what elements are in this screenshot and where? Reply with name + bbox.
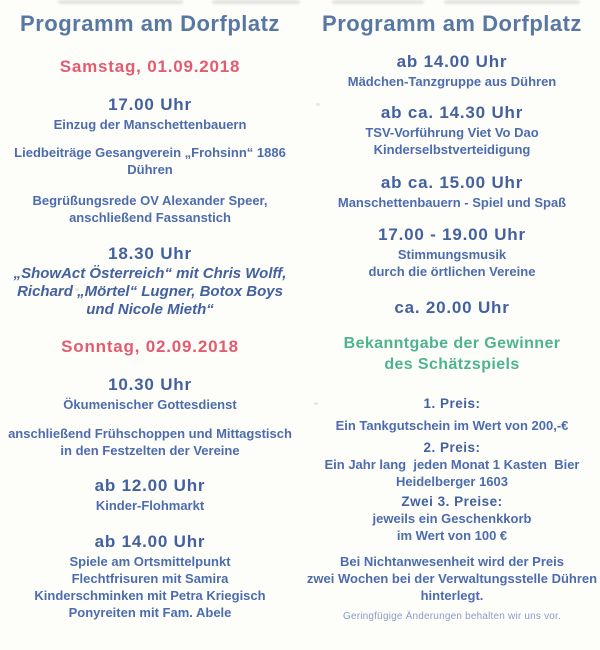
note-line: zwei Wochen bei der Verwaltungsstelle Dühren <box>306 571 598 586</box>
event-block <box>302 224 600 280</box>
announcement-line: Bekanntgabe der Gewinner <box>343 335 561 352</box>
event-time: ab ca. 14.30 Uhr <box>380 103 524 122</box>
prize2-desc <box>302 456 600 490</box>
prize1-desc: Ein Tankgutschein im Wert von 200,-€ <box>335 418 569 433</box>
date-heading-sunday: Sonntag, 02.09.2018 <box>61 337 239 356</box>
announcement-line: des Schätzspiels <box>384 356 520 373</box>
prize3-line: im Wert von 100 € <box>396 528 508 543</box>
event-block <box>0 374 316 413</box>
prize3-label: Zwei 3. Preise: <box>401 494 503 509</box>
event-time: 10.30 Uhr <box>108 375 192 394</box>
event-time: 17.00 Uhr <box>108 95 192 114</box>
note-line: hinterlegt. <box>420 588 484 603</box>
event-block <box>302 51 600 90</box>
event-desc: Einzug der Manschettenbauern <box>53 117 247 132</box>
event-time: ab ca. 15.00 Uhr <box>380 173 524 192</box>
event-desc: durch die örtlichen Vereine <box>368 264 536 279</box>
event-desc: Flechtfrisuren mit Samira <box>71 571 229 586</box>
event-desc: anschließend Frühschoppen und Mittagstisch <box>8 426 292 441</box>
page-title: Programm am Dorfplatz <box>20 11 280 36</box>
event-time: ca. 20.00 Uhr <box>394 298 510 317</box>
event-block <box>0 243 316 319</box>
event-block <box>0 192 316 226</box>
event-desc: Kinderschminken mit Petra Kriegisch <box>34 588 266 603</box>
event-block <box>302 172 600 211</box>
event-desc: Liedbeiträge Gesangverein „Frohsinn“ 1886 <box>14 145 286 160</box>
prize2-line: Ein Jahr lang jeden Monat 1 Kasten Bier <box>324 457 580 472</box>
event-desc: TSV-Vorführung Viet Vo Dao <box>365 125 539 140</box>
event-desc: und Nicole Mieth“ <box>86 301 214 318</box>
event-time: ab 12.00 Uhr <box>94 476 206 495</box>
right-column <box>302 0 600 623</box>
event-time: ab 14.00 Uhr <box>396 52 508 71</box>
event-desc: Mädchen-Tanzgruppe aus Dühren <box>347 74 557 89</box>
page-title: Programm am Dorfplatz <box>322 11 582 36</box>
event-desc: in den Festzelten der Vereine <box>60 443 240 458</box>
event-time: 18.30 Uhr <box>108 244 192 263</box>
event-desc: Spiele am Ortsmittelpunkt <box>69 554 231 569</box>
event-time: 17.00 - 19.00 Uhr <box>378 225 526 244</box>
prize2-label: 2. Preis: <box>423 440 481 455</box>
event-desc: anschließend Fassanstich <box>69 210 231 225</box>
event-desc: Begrüßungsrede OV Alexander Speer, <box>32 193 268 208</box>
event-block <box>302 102 600 158</box>
event-block <box>0 531 316 621</box>
note-line: Bei Nichtanwesenheit wird der Preis <box>340 554 564 569</box>
event-desc: „ShowAct Österreich“ mit Chris Wolff, <box>13 265 287 282</box>
event-desc: Kinderselbstverteidigung <box>373 142 531 157</box>
event-desc: Ponyreiten mit Fam. Abele <box>68 605 232 620</box>
date-heading-saturday: Samstag, 01.09.2018 <box>59 57 241 76</box>
changes-disclaimer: Geringfügige Änderungen behalten wir uns vor. <box>342 611 562 622</box>
event-block <box>0 144 316 178</box>
event-desc: Richard „Mörtel“ Lugner, Botox Boys <box>17 283 283 300</box>
prize2-line: Heidelberger 1603 <box>395 474 508 489</box>
prize1-label: 1. Preis: <box>423 396 481 411</box>
event-block <box>0 94 316 133</box>
event-time: ab 14.00 Uhr <box>94 532 206 551</box>
pickup-note <box>302 553 600 604</box>
prize3-desc <box>302 510 600 544</box>
event-desc: Dühren <box>127 162 173 177</box>
event-desc: Stimmungsmusik <box>397 247 507 262</box>
winner-announcement <box>302 333 600 375</box>
event-desc: Manschettenbauern - Spiel und Spaß <box>337 195 567 210</box>
event-desc: Kinder-Flohmarkt <box>95 498 205 513</box>
event-block <box>0 425 316 459</box>
event-block <box>0 475 316 514</box>
event-desc: Ökumenischer Gottesdienst <box>63 397 237 412</box>
prize3-line: jeweils ein Geschenkkorb <box>372 511 532 526</box>
